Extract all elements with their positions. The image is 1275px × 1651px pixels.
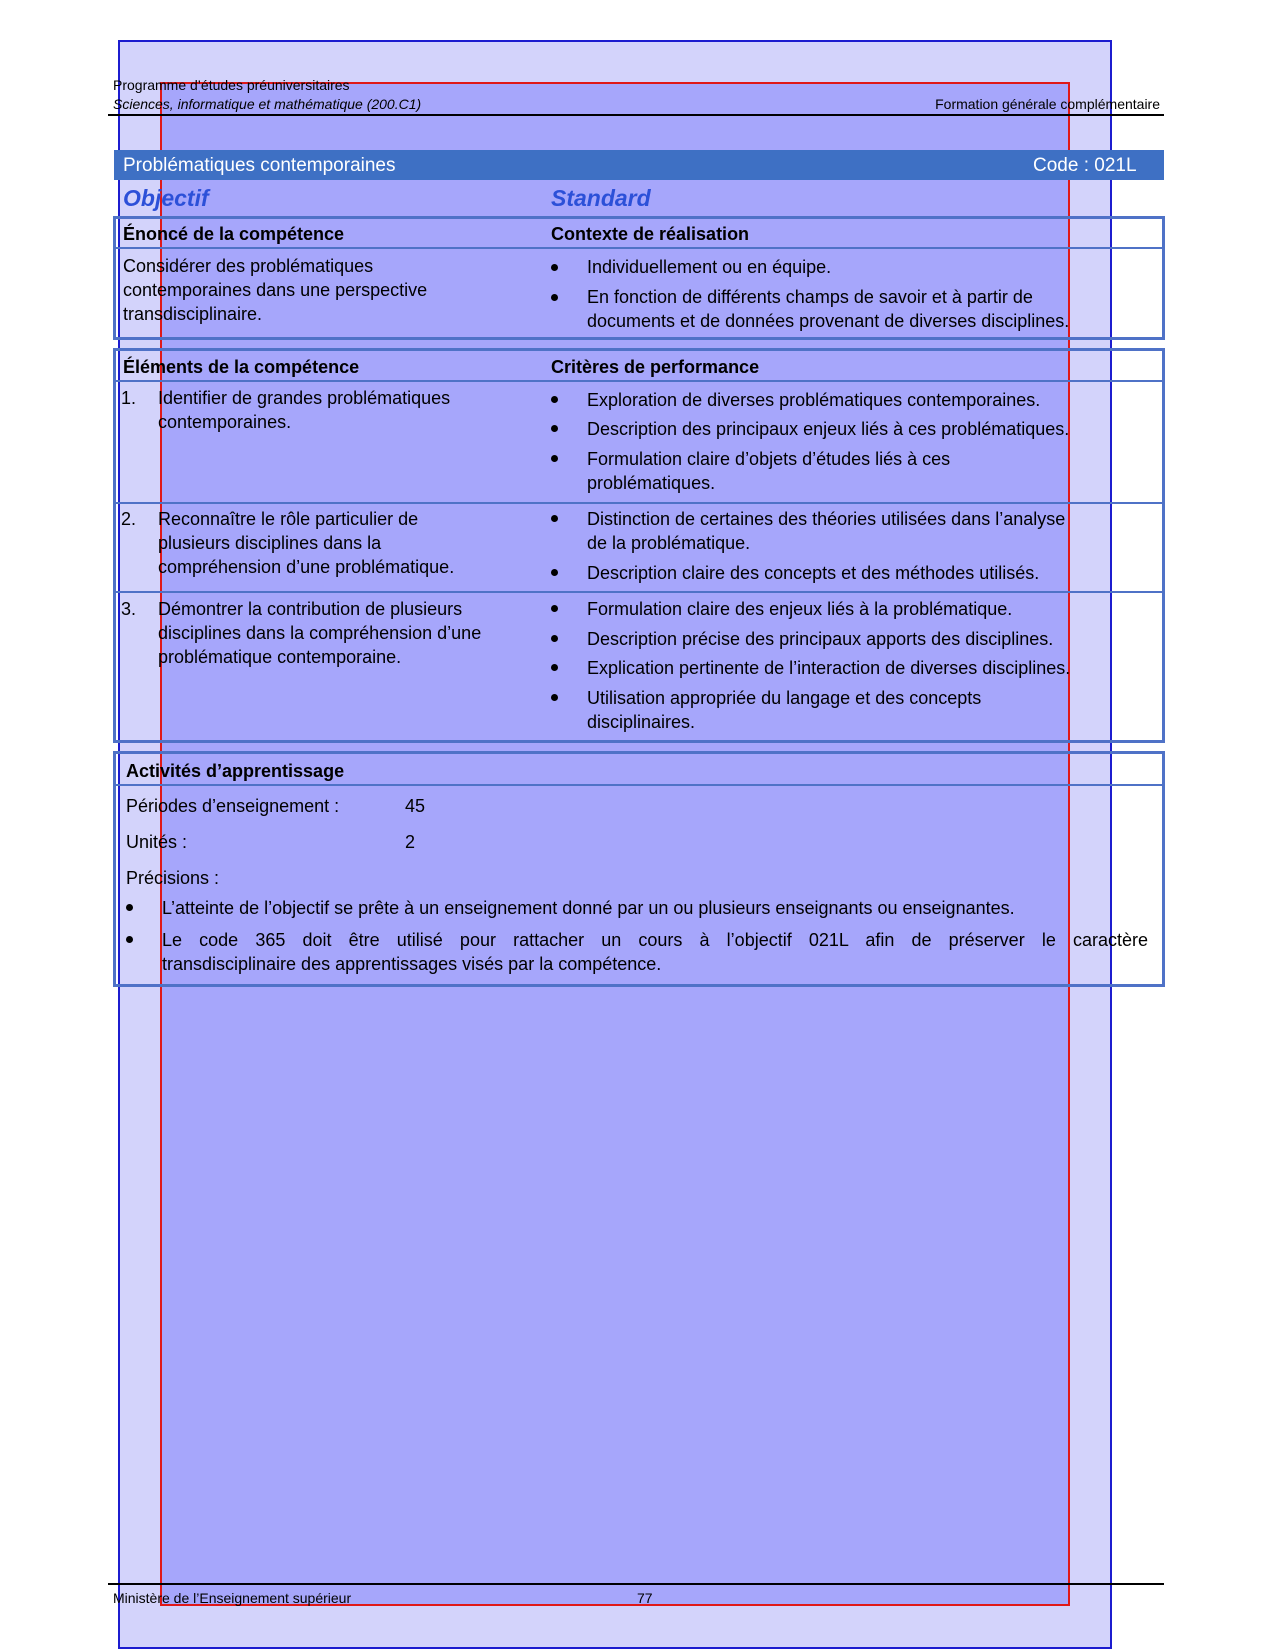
element-2-criterion-1a: Distinction de certaines des théories utilisées dans l’analyse xyxy=(587,509,1066,529)
standard-label: Standard xyxy=(551,185,651,211)
header-rule xyxy=(108,114,1164,116)
bullet-icon xyxy=(551,294,558,301)
footer-ministry: Ministère de l’Enseignement supérieur xyxy=(113,1590,352,1606)
periodes-value: 45 xyxy=(405,796,426,816)
element-3-criterion-4a: Utilisation appropriée du langage et des concepts xyxy=(587,688,982,708)
bullet-icon xyxy=(551,635,558,642)
competence-text-3: transdisciplinaire. xyxy=(123,304,263,324)
objectif-label: Objectif xyxy=(123,185,209,211)
bullet-icon xyxy=(551,264,558,271)
competence-text-1: Considérer des problématiques xyxy=(123,256,374,276)
course-title: Problématiques contemporaines xyxy=(123,155,396,176)
bullet-icon xyxy=(551,569,558,576)
element-3-criterion-3: Explication pertinente de l’interaction de diverses disciplines. xyxy=(587,658,1071,678)
element-3-number: 3. xyxy=(121,599,137,619)
precisions-label: Précisions : xyxy=(126,868,220,888)
elements-header-divider xyxy=(113,380,1165,382)
header-sciences: Sciences, informatique et mathématique (200.C1) xyxy=(113,96,422,112)
element-2-line-3: compréhension d’une problématique. xyxy=(158,557,455,577)
element-2-line-2: plusieurs disciplines dans la xyxy=(158,533,382,553)
contexte-heading: Contexte de réalisation xyxy=(551,224,750,244)
element-1-criterion-3b: problématiques. xyxy=(587,473,716,493)
element-1-number: 1. xyxy=(121,388,137,408)
element-2-number: 2. xyxy=(121,509,137,529)
page-number: 77 xyxy=(637,1590,653,1606)
bullet-icon xyxy=(551,425,558,432)
bullet-icon xyxy=(551,515,558,522)
contexte-item-1: Individuellement ou en équipe. xyxy=(587,257,832,277)
element-2-line-1: Reconnaître le rôle particulier de xyxy=(158,509,419,529)
activites-heading: Activités d’apprentissage xyxy=(126,761,345,781)
unites-label: Unités : xyxy=(126,832,188,852)
element-divider-2 xyxy=(113,591,1165,593)
bullet-icon xyxy=(126,904,133,911)
title-bar xyxy=(114,150,1164,180)
activites-header-divider xyxy=(113,784,1165,786)
periodes-label: Périodes d’enseignement : xyxy=(126,796,340,816)
contexte-item-2a: En fonction de différents champs de savoir et à partir de xyxy=(587,287,1033,307)
competence-header-divider xyxy=(113,247,1165,249)
bullet-icon xyxy=(551,664,558,671)
element-3-line-3: problématique contemporaine. xyxy=(158,647,402,667)
element-3-criterion-2: Description précise des principaux apports des disciplines. xyxy=(587,629,1054,649)
competence-heading: Énoncé de la compétence xyxy=(123,224,345,244)
element-1-criterion-1: Exploration de diverses problématiques contemporaines. xyxy=(587,390,1041,410)
element-3-line-2: disciplines dans la compréhension d’une xyxy=(158,623,482,643)
element-2-criterion-1b: de la problématique. xyxy=(587,533,751,553)
bullet-icon xyxy=(551,396,558,403)
bullet-icon xyxy=(551,605,558,612)
element-1-line-2: contemporaines. xyxy=(158,412,292,432)
element-3-criterion-4b: disciplinaires. xyxy=(587,712,696,732)
element-1-line-1: Identifier de grandes problématiques xyxy=(158,388,451,408)
precision-1: L’atteinte de l’objectif se prête à un enseignement donné par un ou plusieurs enseignants ou enseignantes. xyxy=(162,898,1015,918)
element-2-criterion-2: Description claire des concepts et des méthodes utilisés. xyxy=(587,563,1040,583)
element-3-criterion-1: Formulation claire des enjeux liés à la problématique. xyxy=(587,599,1013,619)
bullet-icon xyxy=(551,694,558,701)
course-code: Code : 021L xyxy=(1033,155,1137,176)
precision-2a: Le code 365 doit être utilisé pour rattacher un cours à l’objectif 021L afin de préserver le caractère xyxy=(162,930,1148,950)
precision-2b: transdisciplinaire des apprentissages visés par la compétence. xyxy=(162,954,662,974)
element-3-line-1: Démontrer la contribution de plusieurs xyxy=(158,599,463,619)
elements-heading: Éléments de la compétence xyxy=(123,357,360,377)
criteres-heading: Critères de performance xyxy=(551,357,760,377)
footer-rule xyxy=(108,1583,1164,1585)
header-formation: Formation générale complémentaire xyxy=(935,96,1160,112)
bullet-icon xyxy=(126,936,133,943)
competence-text-2: contemporaines dans une perspective xyxy=(123,280,428,300)
unites-value: 2 xyxy=(405,832,416,852)
bullet-icon xyxy=(551,455,558,462)
element-1-criterion-3a: Formulation claire d’objets d’études liés à ces xyxy=(587,449,951,469)
element-1-criterion-2: Description des principaux enjeux liés à ces problématiques. xyxy=(587,419,1070,439)
header-program: Programme d’études préuniversitaires xyxy=(113,77,350,93)
element-divider-1 xyxy=(113,502,1165,504)
contexte-item-2b: documents et de données provenant de diverses disciplines. xyxy=(587,311,1070,331)
